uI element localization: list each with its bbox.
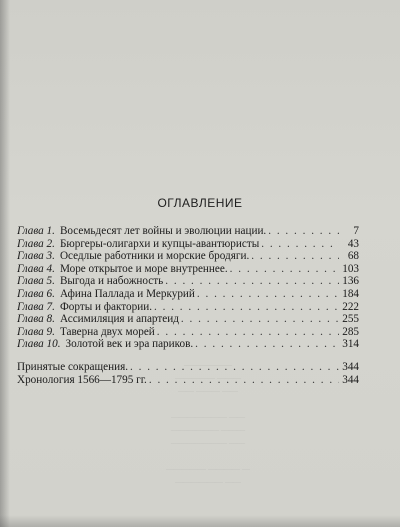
- page-number: 344: [342, 373, 359, 386]
- toc-row-chapter-7: [17, 301, 359, 314]
- bleed-through-text: —————— ————— ——— —— ——— —— ——————— —— —————— ——— ——————— —— ————— ———— — —————— ——: [166, 360, 250, 486]
- chapter-label: Глава 3.: [17, 250, 55, 263]
- page-bottom-shadow: [0, 515, 400, 527]
- page-number: 103: [342, 262, 359, 275]
- leader-dots: [181, 313, 339, 326]
- chapter-title: Оседлые работники и морские бродяги.: [59, 250, 250, 263]
- leader-dots: [154, 301, 339, 314]
- page-gutter-shadow: [0, 0, 10, 527]
- table-of-contents: [17, 225, 359, 386]
- leader-dots: [261, 238, 339, 251]
- leader-dots: [130, 361, 339, 374]
- page-number: 222: [342, 300, 359, 313]
- chapter-title: Золотой век и эра париков.: [65, 338, 194, 351]
- chapter-label: Глава 7.: [17, 300, 55, 313]
- toc-row-chronology: [17, 374, 359, 387]
- toc-row-chapter-1: [17, 225, 359, 238]
- toc-row-chapter-10: [17, 338, 359, 351]
- appendix-title: Хронология 1566—1795 гг.: [17, 373, 147, 386]
- chapter-label: Глава 8.: [17, 313, 55, 326]
- leader-dots: [268, 225, 339, 238]
- chapter-label: Глава 10.: [17, 338, 61, 351]
- chapter-label: Глава 6.: [17, 287, 55, 300]
- toc-row-chapter-3: [17, 250, 359, 263]
- leader-dots: [230, 263, 339, 276]
- leader-dots: [157, 326, 339, 339]
- leader-dots: [197, 288, 339, 301]
- chapter-label: Глава 9.: [17, 325, 55, 338]
- chapter-label: Глава 1.: [17, 225, 55, 237]
- toc-row-chapter-5: [17, 275, 359, 288]
- toc-row-chapter-6: [17, 288, 359, 301]
- leader-dots: [251, 250, 339, 263]
- page-number: 255: [342, 313, 359, 326]
- page-number: 43: [347, 237, 359, 250]
- page-number: 314: [342, 338, 359, 351]
- toc-row-abbreviations: [17, 361, 359, 374]
- chapter-title: Таверна двух морей: [59, 325, 155, 338]
- chapter-title: Бюргеры-олигархи и купцы-авантюристы: [59, 237, 260, 250]
- leader-dots: [149, 374, 339, 387]
- page-number: 344: [342, 360, 359, 373]
- chapter-title: Выгода и набожность: [59, 275, 164, 288]
- toc-row-chapter-9: [17, 326, 359, 339]
- chapter-title: Афина Паллада и Меркурий: [59, 287, 195, 300]
- chapter-label: Глава 5.: [17, 275, 55, 288]
- page-number: 68: [347, 250, 359, 263]
- section-gap: [17, 351, 359, 361]
- chapter-label: Глава 4.: [17, 262, 55, 275]
- page-number: 7: [353, 225, 359, 237]
- chapter-label: Глава 2.: [17, 237, 55, 250]
- leader-dots: [195, 338, 339, 351]
- leader-dots: [165, 275, 339, 288]
- toc-row-chapter-8: [17, 313, 359, 326]
- chapter-title: Форты и фактории.: [59, 300, 153, 313]
- chapter-title: Море открытое и море внутреннее.: [59, 262, 228, 275]
- page-number: 136: [342, 275, 359, 288]
- page-number: 285: [342, 325, 359, 338]
- toc-row-chapter-2: [17, 238, 359, 251]
- chapter-title: Восемьдесят лет войны и эволюции нации.: [59, 225, 267, 237]
- chapter-title: Ассимиляция и апартеид: [59, 313, 179, 326]
- toc-row-chapter-4: [17, 263, 359, 276]
- contents-heading: ОГЛАВЛЕНИЕ: [157, 196, 243, 210]
- page-number: 184: [342, 287, 359, 300]
- appendix-title: Принятые сокращения.: [17, 360, 129, 373]
